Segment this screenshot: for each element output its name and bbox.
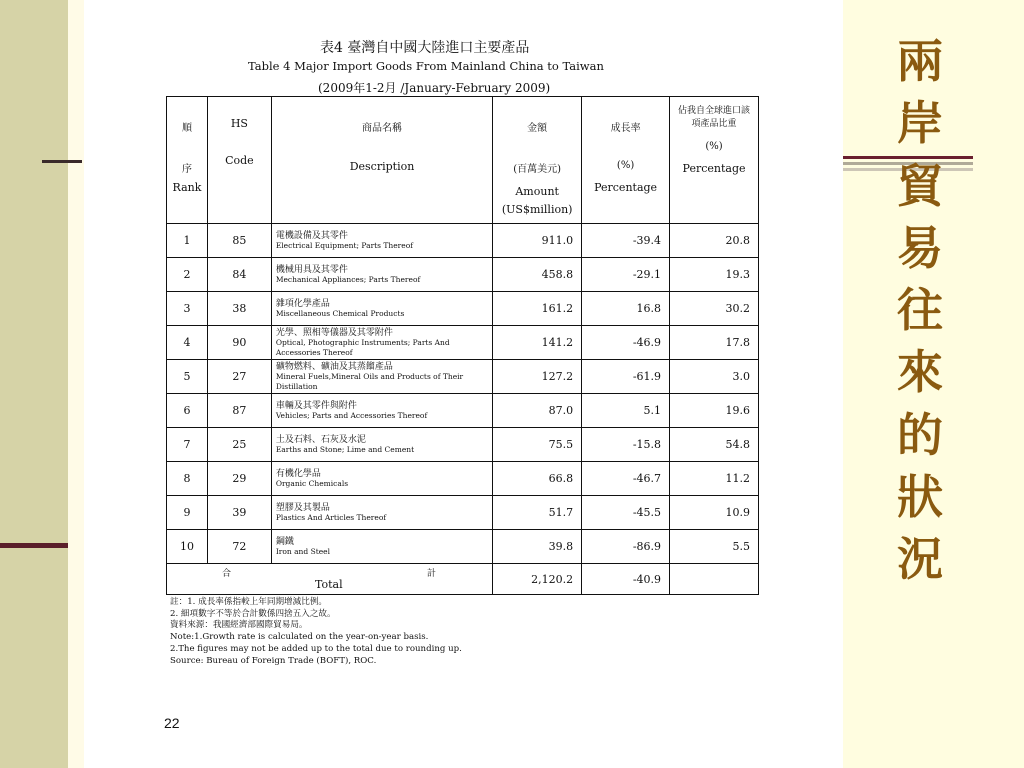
cell-rank: 6 <box>167 394 208 428</box>
desc-cn-text: 土及石料、石灰及水泥 <box>275 434 366 445</box>
note-line: Source: Bureau of Foreign Trade (BOFT), ROC. <box>170 655 377 666</box>
total-label-cn-right: 計 <box>427 569 437 579</box>
cell-share: 19.6 <box>670 394 759 428</box>
cell-amount: 127.2 <box>493 360 582 394</box>
cell-amount: 66.8 <box>493 462 582 496</box>
note-line: 2. 細項數字不等於合計數係四捨五入之故。 <box>170 608 336 619</box>
page-number: 22 <box>164 715 180 731</box>
share-cn: 佔我自全球進口該項產品比重 <box>678 106 751 129</box>
desc-en-text: Electrical Equipment; Parts Thereof <box>275 240 413 250</box>
cell-share: 54.8 <box>670 428 759 462</box>
cell-growth: -86.9 <box>582 530 670 564</box>
cell-share: 10.9 <box>670 496 759 530</box>
cell-description <box>271 292 492 326</box>
cell-growth: -46.9 <box>582 326 670 360</box>
cell-growth: -46.7 <box>582 462 670 496</box>
cell-share: 19.3 <box>670 258 759 292</box>
cell-growth: -39.4 <box>582 224 670 258</box>
cell-hs: 85 <box>207 224 271 258</box>
header-share <box>670 97 759 224</box>
cell-description <box>271 360 492 394</box>
share-unit: (%) <box>705 141 723 152</box>
cell-amount: 87.0 <box>493 394 582 428</box>
desc-cn-text: 有機化學品 <box>275 468 321 479</box>
cell-share: 3.0 <box>670 360 759 394</box>
cell-description <box>271 326 492 360</box>
cell-amount: 51.7 <box>493 496 582 530</box>
cell-hs: 38 <box>207 292 271 326</box>
cell-share: 30.2 <box>670 292 759 326</box>
table-row <box>167 224 759 258</box>
table-title-cn: 表4 臺灣自中國大陸進口主要產品 <box>320 40 530 56</box>
cell-hs: 27 <box>207 360 271 394</box>
cell-share: 17.8 <box>670 326 759 360</box>
left-accent-line <box>42 160 82 163</box>
desc-cn-text: 鋼鐵 <box>275 536 294 547</box>
total-label-cell <box>167 564 493 595</box>
cell-rank: 7 <box>167 428 208 462</box>
left-divider-bar <box>0 543 68 548</box>
cell-hs: 90 <box>207 326 271 360</box>
total-share-empty <box>670 564 759 595</box>
growth-en: Percentage <box>594 181 658 194</box>
amount-cn: 金額 <box>527 123 548 134</box>
note-line: 註：1. 成長率係指較上年同期增減比例。 <box>170 597 328 607</box>
cell-hs: 25 <box>207 428 271 462</box>
title-char: 況 <box>897 532 943 587</box>
desc-cn-text: 車輛及其零件與附件 <box>275 400 357 411</box>
desc-en-text: Mineral Fuels,Mineral Oils and Products of Their Distillation <box>275 371 464 391</box>
title-char: 貿 <box>897 158 943 213</box>
rank-cn-top: 順 <box>181 123 192 134</box>
cell-rank: 4 <box>167 326 208 360</box>
title-char: 來 <box>897 345 943 400</box>
cell-hs: 39 <box>207 496 271 530</box>
desc-cn-text: 塑膠及其製品 <box>275 502 330 513</box>
table-row <box>167 496 759 530</box>
cell-description <box>271 530 492 564</box>
cell-share: 11.2 <box>670 462 759 496</box>
cell-amount: 141.2 <box>493 326 582 360</box>
cell-description <box>271 496 492 530</box>
cell-rank: 9 <box>167 496 208 530</box>
cell-description <box>271 258 492 292</box>
cell-share: 5.5 <box>670 530 759 564</box>
cell-hs: 29 <box>207 462 271 496</box>
table-period: (2009年1-2月 /January-February 2009) <box>318 81 551 95</box>
cell-hs: 72 <box>207 530 271 564</box>
left-sidebar-band <box>0 0 68 768</box>
hs-en-bottom: Code <box>225 154 254 167</box>
cell-hs: 84 <box>207 258 271 292</box>
total-label-en: Total <box>315 578 343 591</box>
import-goods-table <box>166 96 759 595</box>
cell-amount: 75.5 <box>493 428 582 462</box>
table-row <box>167 258 759 292</box>
desc-cn-text: 機械用具及其零件 <box>275 264 348 275</box>
header-growth <box>582 97 670 224</box>
header-description <box>271 97 492 224</box>
table-header-row <box>167 97 759 224</box>
cell-amount: 458.8 <box>493 258 582 292</box>
cell-growth: -15.8 <box>582 428 670 462</box>
table-notes <box>170 597 462 667</box>
rank-cn-bottom: 序 <box>181 164 192 175</box>
slide-title <box>880 30 960 591</box>
cell-rank: 2 <box>167 258 208 292</box>
cell-description <box>271 428 492 462</box>
growth-cn: 成長率 <box>610 123 641 134</box>
cell-rank: 10 <box>167 530 208 564</box>
cell-growth: -45.5 <box>582 496 670 530</box>
cell-growth: 5.1 <box>582 394 670 428</box>
cell-growth: -29.1 <box>582 258 670 292</box>
amount-unit-cn: (百萬美元) <box>513 164 562 175</box>
desc-en-text: Organic Chemicals <box>275 478 349 488</box>
table-row <box>167 360 759 394</box>
cell-hs: 87 <box>207 394 271 428</box>
cell-description <box>271 462 492 496</box>
title-char: 易 <box>897 220 943 275</box>
title-char: 的 <box>897 407 943 462</box>
table-row <box>167 428 759 462</box>
table-row <box>167 462 759 496</box>
cell-description <box>271 224 492 258</box>
amount-en: Amount <box>515 185 559 198</box>
note-line: 資料來源：我國經濟部國際貿易局。 <box>170 620 308 631</box>
header-hs <box>207 97 271 224</box>
cell-rank: 3 <box>167 292 208 326</box>
cell-share: 20.8 <box>670 224 759 258</box>
total-growth: -40.9 <box>582 564 670 595</box>
cell-description <box>271 394 492 428</box>
table-row <box>167 530 759 564</box>
desc-en-text: Mechanical Appliances; Parts Thereof <box>275 274 421 284</box>
desc-cn: 商品名稱 <box>362 123 402 134</box>
total-row <box>167 564 759 595</box>
cell-amount: 911.0 <box>493 224 582 258</box>
note-line: 2.The figures may not be added up to the total due to rounding up. <box>170 643 462 654</box>
table-title-en: Table 4 Major Import Goods From Mainland China to Taiwan <box>248 59 604 73</box>
desc-en-text: Optical, Photographic Instruments; Parts And Accessories Thereof <box>275 337 450 357</box>
note-line: Note:1.Growth rate is calculated on the year-on-year basis. <box>170 632 429 643</box>
cell-growth: 16.8 <box>582 292 670 326</box>
cell-growth: -61.9 <box>582 360 670 394</box>
title-char: 岸 <box>897 96 943 151</box>
desc-en-text: Miscellaneous Chemical Products <box>275 308 405 318</box>
title-char: 往 <box>897 283 943 338</box>
growth-unit: (%) <box>616 160 635 171</box>
title-char: 狀 <box>897 470 943 525</box>
desc-en-text: Earths and Stone; Lime and Cement <box>275 444 415 454</box>
table-row <box>167 394 759 428</box>
cell-amount: 161.2 <box>493 292 582 326</box>
header-amount <box>493 97 582 224</box>
desc-cn-text: 電機設備及其零件 <box>275 230 348 241</box>
desc-cn-text: 雜項化學產品 <box>275 298 330 309</box>
hs-en-top: HS <box>230 117 248 130</box>
title-char: 兩 <box>897 34 943 88</box>
table-row <box>167 326 759 360</box>
total-amount: 2,120.2 <box>493 564 582 595</box>
rank-en: Rank <box>172 181 202 194</box>
desc-en-text: Vehicles; Parts and Accessories Thereof <box>275 410 428 420</box>
amount-unit-en: (US$million) <box>501 203 573 216</box>
cell-amount: 39.8 <box>493 530 582 564</box>
desc-en: Description <box>349 160 415 173</box>
header-rank <box>167 97 208 224</box>
desc-cn-text: 光學、照相等儀器及其零附件 <box>275 327 393 338</box>
cell-rank: 8 <box>167 462 208 496</box>
cell-rank: 5 <box>167 360 208 394</box>
table-row <box>167 292 759 326</box>
desc-cn-text: 礦物燃料、礦油及其蒸餾產品 <box>275 361 393 372</box>
desc-en-text: Iron and Steel <box>275 546 331 556</box>
desc-en-text: Plastics And Articles Thereof <box>275 512 387 522</box>
cell-rank: 1 <box>167 224 208 258</box>
share-en: Percentage <box>682 162 746 175</box>
total-label-cn-left: 合 <box>222 569 232 579</box>
